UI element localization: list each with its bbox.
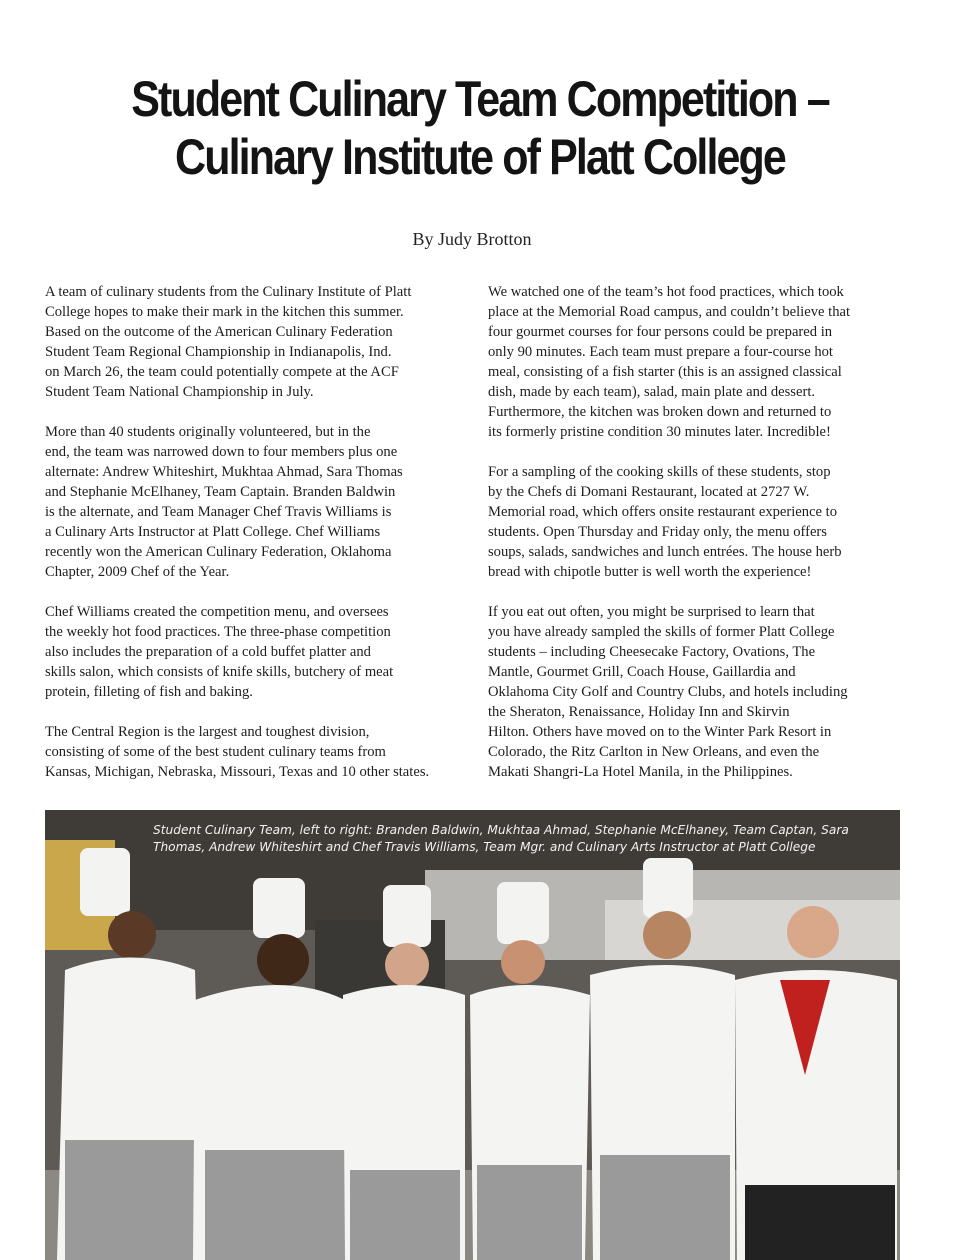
paragraph: If you eat out often, you might be surprised to learn that you have already sampled the skills of former Platt College students – including Cheesecake Factory, Ovations, The Mantle, Gourmet Grill, Coach House, Gaillardia and Oklahoma City Golf and Country Clubs, and hotels including the Sheraton, Renaissance, Holiday Inn and Skirvin Hilton. Others have moved on to the Winter Park Resort in Colorado, the Ritz Carlton in New Orleans, and even the Makati Shangri-La Hotel Manila, in the Philippines. (488, 604, 848, 780)
team-photo (45, 810, 900, 1260)
photo-caption: Student Culinary Team, left to right: Branden Baldwin, Mukhtaa Ahmad, Stephanie McElhaney, Team Captan, Sara Thomas, Andrew Whiteshirt and Chef Travis Williams, Team Mgr. and Culinary Arts Instructor at Platt College (153, 823, 849, 854)
paragraph: We watched one of the team’s hot food practices, which took place at the Memorial Road campus, and couldn’t believe that four gourmet courses for four persons could be prepared in only 90 minutes. Each team must prepare a four-course hot meal, consisting of a fish starter (this is an assigned classical dish, made by each team), salad, main plate and dessert. Furthermore, the kitchen was broken down and returned to its formerly pristine condition 30 minutes later. Incredible! (488, 284, 851, 440)
byline: By Judy Brotton (412, 229, 532, 249)
article-title-line-2: Culinary Institute of Platt College (175, 129, 785, 185)
article-title-line-1: Student Culinary Team Competition – (131, 71, 829, 127)
left-column (45, 282, 465, 802)
article-title (67, 70, 893, 186)
paragraph: More than 40 students originally volunteered, but in the end, the team was narrowed down to four members plus one alternate: Andrew Whiteshirt, Mukhtaa Ahmad, Sara Thomas and Stephanie McElhaney, Team Captain. Branden Baldwin is the alternate, and Team Manager Chef Travis Williams is a Culinary Arts Instructor at Platt College. Chef Williams recently won the American Culinary Federation, Oklahoma Chapter, 2009 Chef of the Year. (45, 424, 403, 580)
team-photo-illustration (45, 810, 900, 1260)
paragraph: A team of culinary students from the Culinary Institute of Platt College hopes to make their mark in the kitchen this summer. Based on the outcome of the American Culinary Federation Student Team Regional Championship in Indianapolis, Ind. on March 26, the team could potentially compete at the ACF Student Team National Championship in July. (45, 284, 412, 400)
paragraph: The Central Region is the largest and toughest division, consisting of some of the best student culinary teams from Kansas, Michigan, Nebraska, Missouri, Texas and 10 other states. (45, 724, 430, 780)
paragraph: Chef Williams created the competition menu, and oversees the weekly hot food practices. The three-phase competition also includes the preparation of a cold buffet platter and skills salon, which consists of knife skills, butchery of meat protein, filleting of fish and baking. (45, 604, 394, 700)
paragraph: For a sampling of the cooking skills of these students, stop by the Chefs di Domani Restaurant, located at 2727 W. Memorial road, which offers onsite restaurant experience to students. Open Thursday and Friday only, the menu offers soups, salads, sandwiches and lunch entrées. The house herb bread with chipotle butter is well worth the experience! (488, 464, 842, 580)
right-column (488, 282, 908, 802)
